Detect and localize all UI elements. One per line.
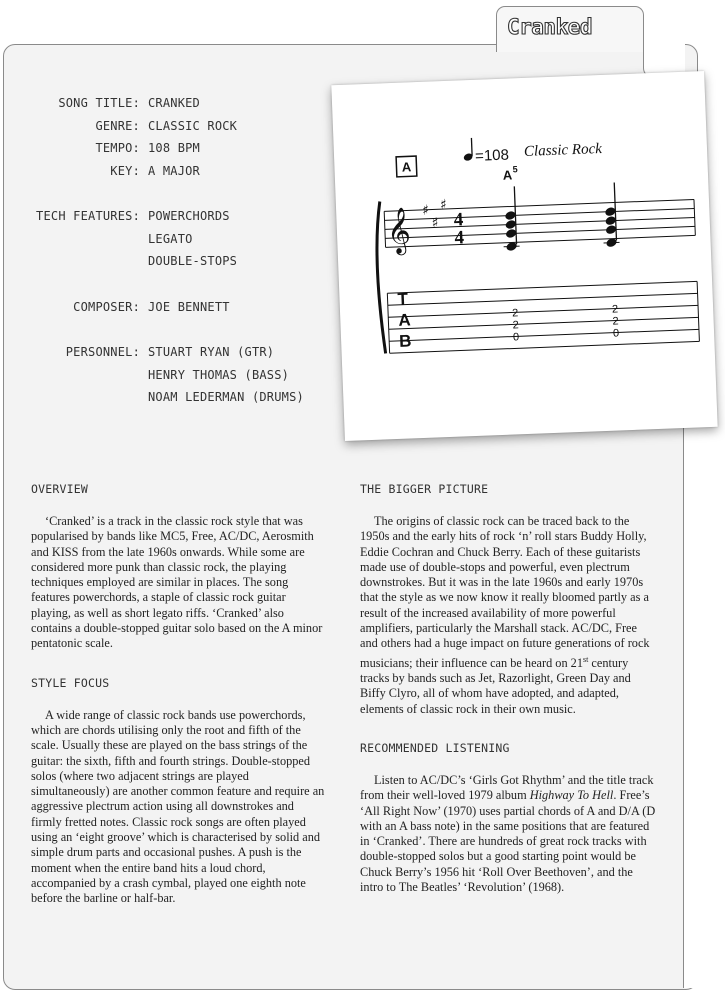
style-marking: Classic Rock [523,140,603,160]
bigger-picture-heading: THE BIGGER PICTURE [360,482,489,496]
chord-superscript: 5 [512,164,518,175]
sharp-icon: ♯ [421,202,430,219]
left-column [31,482,327,931]
system-bracket [375,202,386,354]
treble-clef-icon: 𝄞 [386,207,412,255]
sharp-icon: ♯ [439,196,448,214]
tab-letter-b: B [398,331,412,351]
tab-fret: 0 [512,331,520,344]
time-signature-top: 4 [453,209,464,231]
time-signature-bottom: 4 [454,227,465,249]
tab-letter-a: A [398,310,412,330]
style-focus-text: A wide range of classic rock bands use powerchords, which are chords utilising only the root and fifth of the scale. Usually these are played on the bass strings of the guitar: the sixth, fifth and fourth strings. Double-stopped solos (where two adjacent strings are played simultaneously) are another common feature and require an aggressive plectrum action using all downstrokes and firmly fretted notes. Classic rock songs are often played using an ‘eight groove’ which is characterised by solid and simple drum parts and occasional pushes. A push is the moment when the entire band hits a loud chord, accompanied by a crash cymbal, played one eighth note before the barline or half-bar. [31,707,325,906]
style-focus-section [31,676,327,907]
tab-fret: 2 [611,303,619,316]
info-row-composer: COMPOSER: JOE BENNETT [73,299,230,314]
tab-letter-t: T [397,289,409,309]
tab-fret: 2 [612,315,619,328]
info-row-song-title: SONG TITLE: CRANKED [58,96,200,110]
info-row-personnel: PERSONNEL: STUART RYAN (GTR) [65,345,275,359]
sharp-icon: ♯ [431,215,439,232]
bigger-picture-text: The origins of classic rock can be traced back to the 1950s and the early hits of rock ‘n’ roll stars Buddy Holly, Eddie Cochran and Chuck Berry. Each of these guitarists made use of double-stops and powerful, even plectrum downstrokes. But it was in the late 1960s and early 1970s that the style as we now know it really bloomed partly as a result of the increased availability of more powerful amplifiers, particularly the Marshall stack. AC/DC, Free and others had a huge impact on future generations of rock musicians; their influence can be heard on 21st century tracks by bands such as Jet, Razorlight, Green Day and Biffy Clyro, all of whom have adopted, and adapted, elements of classic rock in their own music. [360,514,650,716]
recommended-listening-section [360,741,656,895]
tab-title: Cranked [507,15,593,39]
tab-fret: 2 [511,307,519,320]
rehearsal-mark: A [401,159,412,175]
overview-heading: OVERVIEW [31,482,88,496]
notation-card [331,71,717,441]
style-focus-heading: STYLE FOCUS [31,675,110,690]
overview-text: ‘Cranked’ is a track in the classic rock style that was popularised by bands like MC5, Free, AC/DC, Aerosmith and KISS from the late 1960s onwards. While some are considered more punk than classic rock, the playing techniques employed are similar in places. The song features powerchords, a staple of classic rock guitar playing, as well as short legato riffs. ‘Cranked’ also contains a double-stopped guitar solo based on the A minor pentatonic scale. [31,514,323,651]
info-row-tempo: TEMPO: 108 BPM [95,141,200,155]
chord-symbol: A [502,167,513,183]
info-row-genre: GENRE: CLASSIC ROCK [95,118,238,133]
info-row-tech-features: TECH FEATURES: POWERCHORDS [36,209,230,223]
bigger-picture-section [360,482,656,717]
tab-fret: 2 [512,319,519,332]
music-notation [331,71,717,441]
info-row-key: KEY: A MAJOR [110,163,200,178]
overview-section [31,482,327,652]
recommended-listening-text: Listen to AC/DC’s ‘Girls Got Rhythm’ and the title track from their well-loved 1979 album Highway To Hell. Free’s ‘All Right Now’ (1970) uses partial chords of A and D/A (D with an A bass note) in the same positions that are featured in ‘Cranked’. There are hundreds of great rock tracks with double-stopped solos but a good starting point would be Chuck Berry’s 1956 hit ‘Roll Over Beethoven’, and the intro to The Beatles’ ‘Revolution’ (1968). [360,772,656,895]
tab-fret: 0 [612,327,620,340]
recommended-listening-heading: RECOMMENDED LISTENING [360,740,510,755]
song-info: SONG TITLE: CRANKED GENRE: CLASSIC ROCK TEMPO: 108 BPM KEY: A MAJOR TECH FEATURES: POWERCHORDS LEGATO DOUBLE-STOPS COMPOSER: JOE BENNETT PERSONNEL: STUART RYAN (GTR) HENRY THOMAS (BASS) NOAM LEDERMAN (DRUMS) [20,92,304,409]
tab-staff [387,281,699,353]
tempo-marking: =108 [474,146,510,165]
right-column [360,482,656,919]
